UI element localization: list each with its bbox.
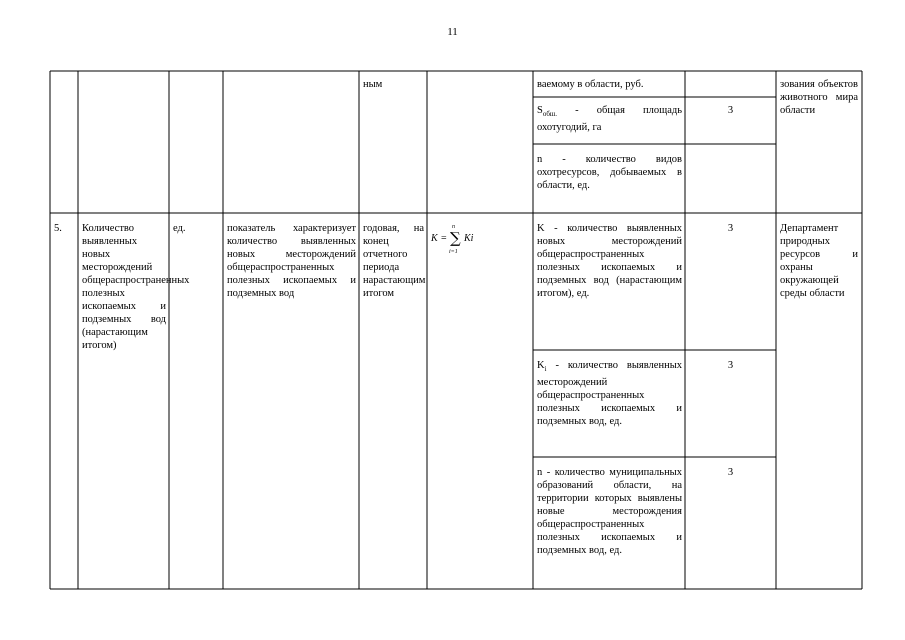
symbol-subscript: i <box>544 365 547 374</box>
prev-indicator-3: n - количество видов охотресурсов, добываемых в области, ед. <box>537 154 682 191</box>
sigma-icon: ∑ <box>450 229 461 247</box>
indicator-k <box>537 222 682 300</box>
row-number: 5. <box>54 223 62 234</box>
definition: показатель характеризует количество выявленных новых месторождений общераспространенных полезных ископаемых и подземных вод <box>227 223 356 299</box>
sum-formula <box>429 221 489 255</box>
symbol: K <box>537 360 545 371</box>
formula-lower-limit: i=1 <box>449 249 458 255</box>
formula-equals: = <box>441 233 447 244</box>
page-number: 11 <box>447 26 458 38</box>
indicator-text: - количество выявленных новых месторождений общераспространенных полезных ископаемых и подземных вод (нарастающим итогом), ед. <box>537 223 682 299</box>
indicator-n-source: 3 <box>727 467 734 478</box>
symbol-subscript: обш. <box>542 110 558 119</box>
indicator-k-source: 3 <box>727 223 734 234</box>
prev-indicator-2-source: 3 <box>727 105 734 116</box>
formula-term: Ki <box>464 233 474 244</box>
formula-upper-limit: n <box>452 224 455 230</box>
periodicity: годовая, на конец отчетного периода нарастающим итогом <box>363 223 426 299</box>
indicator-text: - количество выявленных месторождений общераспространенных полезных ископаемых и подземных вод, ед. <box>537 360 682 428</box>
prev-responsible: зования объектов животного мира области <box>780 79 858 116</box>
prev-method-cell: ным <box>363 79 383 90</box>
unit: ед. <box>173 223 186 234</box>
symbol: S <box>537 105 543 116</box>
indicator-n <box>537 466 682 557</box>
prev-indicator-2 <box>537 104 682 134</box>
symbol: K <box>537 223 545 234</box>
indicator-name: Количество выявленных новых месторождений общераспространенных полезных ископаемых и подземных вод (нарастающим итогом) <box>82 223 190 351</box>
indicator-text: - общая площадь охотугодий, га <box>537 105 682 134</box>
prev-indicator-1: ваемому в области, руб. <box>537 79 644 90</box>
indicator-ki-source: 3 <box>727 360 734 371</box>
symbol: n <box>537 467 543 478</box>
indicator-ki <box>537 359 682 428</box>
responsible-department: Департамент природных ресурсов и охраны окружающей среды области <box>780 223 858 299</box>
formula-lhs: K <box>431 233 438 244</box>
indicator-text: - количество муниципальных образований области, на территории которых выявлены новые месторождения общераспространенных полезных ископаемых и подземных вод, ед. <box>537 467 682 556</box>
